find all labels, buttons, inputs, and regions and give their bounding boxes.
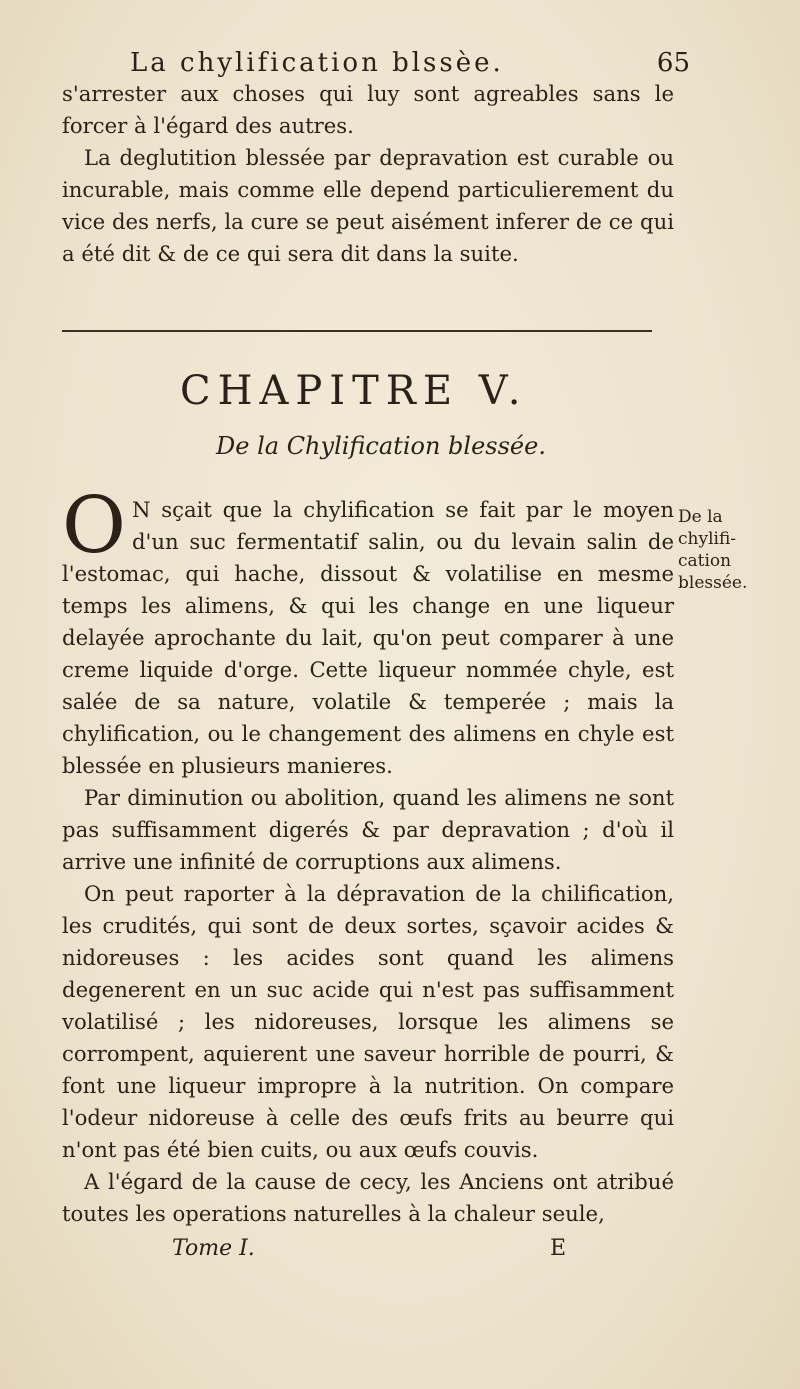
deglutition-paragraph: La deglutition blessée par depravation est curable ou incurable, mais comme elle depend particulierement du vice des nerfs, la cure se peut aisément inferer de ce qui a été dit & de ce qui sera dit dans la suite. (62, 145, 674, 266)
signature-mark: E (550, 1236, 567, 1261)
margin-note-line: cation (678, 551, 732, 571)
margin-note (678, 506, 768, 594)
margin-note-line: chylifi- (678, 529, 737, 549)
tome-label: Tome I. (172, 1236, 255, 1261)
section-rule (62, 330, 652, 332)
chapter-subtitle: De la Chylification blessée. (216, 432, 546, 460)
chapter-heading: CHAPITRE V. (180, 368, 528, 414)
drop-cap: O (62, 481, 126, 571)
body-paragraph-1 (62, 481, 674, 782)
running-head-title: La chylification blssèe. (130, 48, 504, 78)
continuation-paragraph: s'arrester aux choses qui luy sont agreables sans le forcer à l'égard des autres. (62, 81, 674, 138)
body-paragraph-1-text: N sçait que la chylification se fait par le moyen d'un suc fermentatif salin, ou du levain salin de l'estomac, qui hache, dissout & volatilise en mesme temps les alimens, & qui les change en une liqueur delayée aprochante du lait, qu'on peut comparer à une creme liquide d'orge. Cette liqueur nommée chyle, est salée de sa nature, volatile & temperée ; mais la chylification, ou le changement des alimens en chyle est blessée en plusieurs manieres. (62, 497, 674, 778)
running-head (130, 48, 690, 78)
top-text-block (62, 78, 674, 270)
body-paragraph-4: A l'égard de la cause de cecy, les Anciens ont atribué toutes les operations naturelles à la chaleur seule, (62, 1169, 674, 1226)
page-footer (172, 1236, 572, 1261)
body-paragraph-2: Par diminution ou abolition, quand les alimens ne sont pas suffisamment digerés & par depravation ; d'où il arrive une infinité de corruptions aux alimens. (62, 785, 674, 874)
margin-note-line: De la (678, 507, 723, 527)
body-paragraph-3: On peut raporter à la dépravation de la chilification, les crudités, qui sont de deux sortes, sçavoir acides & nidoreuses : les acides sont quand les alimens degenerent en un suc acide qui n'est pas suffisamment volatilisé ; les nidoreuses, lorsque les alimens se corrompent, aquierent une saveur horrible de pourri, & font une liqueur impropre à la nutrition. On compare l'odeur nidoreuse à celle des œufs frits au beurre qui n'ont pas été bien cuits, ou aux œufs couvis. (62, 881, 674, 1162)
page-number: 65 (656, 48, 690, 78)
chapter-body (62, 481, 674, 1230)
margin-note-line: blessée. (678, 573, 748, 593)
